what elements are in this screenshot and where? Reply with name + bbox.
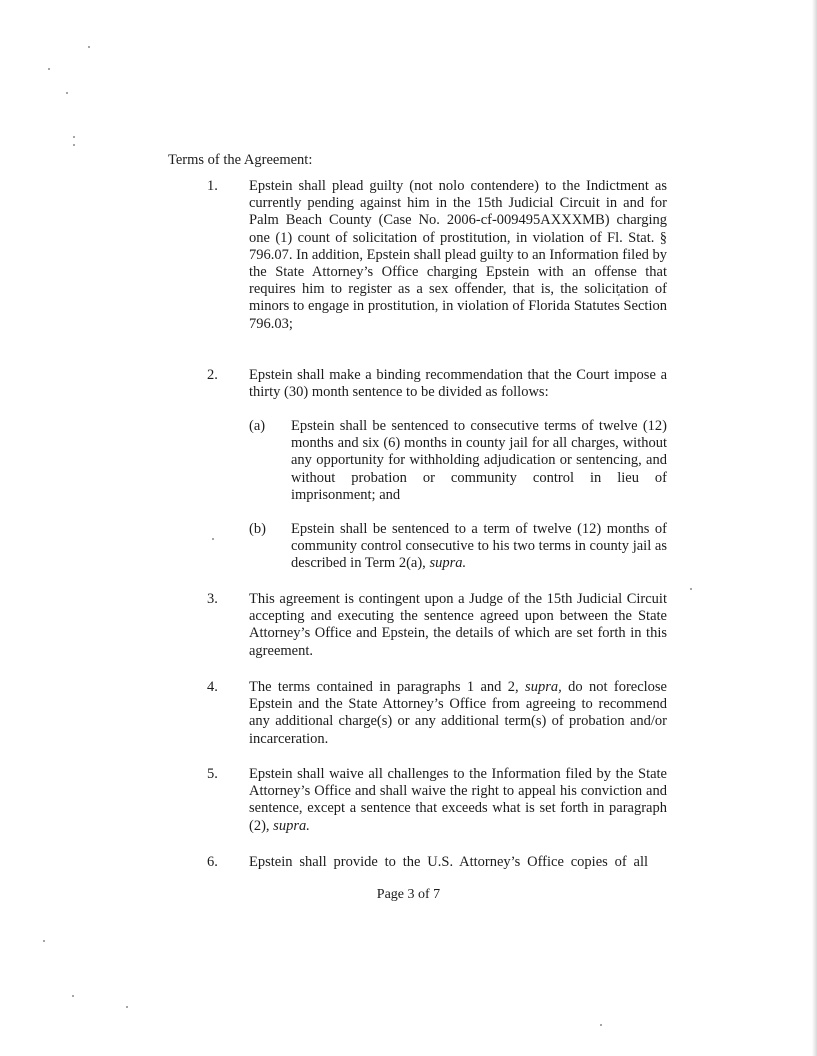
subitem-text-italic: supra. (429, 555, 467, 572)
scan-speck (88, 46, 90, 48)
item-text-italic: supra. (273, 817, 310, 834)
scan-speck (43, 940, 45, 942)
subitem-text (291, 521, 667, 573)
item-number: 2. (207, 367, 218, 383)
scan-speck (72, 995, 74, 997)
item-number: 6. (207, 854, 218, 870)
subitem-label: (a) (249, 418, 266, 434)
item-text: This agreement is contingent upon a Judge of the 15th Judicial Circuit accepting and executing the sentence agreed upon between the State Attorney’s Office and Epstein, the details of which are set forth in this agreement. (249, 591, 667, 659)
item-text-main: The terms contained in paragraphs 1 and 2, (249, 679, 526, 695)
scan-speck (73, 136, 75, 138)
subitem-label: (b) (249, 521, 266, 537)
scan-speck (48, 68, 50, 70)
item-number: 3. (207, 591, 218, 607)
item-text: Epstein shall plead guilty (not nolo contendere) to the Indictment as currently pending against him in the 15th Judicial Circuit in and for Palm Beach County (Case No. 2006-cf-009495AXXXMB) charging one (1) count of solicitation of prostitution, in violation of Fl. Stat. § 796.07. In addition, Epstein shall plead guilty to an Information filed by the State Attorney’s Office charging Epstein with an offense that requires him to register as a sex offender, that is, the solicitation of minors to engage in prostitution, in violation of Florida Statutes Section 796.03; (249, 178, 668, 332)
item-text-main: Epstein shall waive all challenges to the Information filed by the State Attorney’s Office and shall waive the right to appeal his conviction and sentence, except a sentence that exceeds what is set forth in paragraph (2), (249, 766, 667, 834)
item-text: Epstein shall make a binding recommendation that the Court impose a thirty (30) month sentence to be divided as follows: (249, 367, 667, 401)
item-number: 5. (207, 766, 218, 782)
item-text-italic: supra, (525, 679, 562, 695)
subitem-text: Epstein shall be sentenced to consecutive terms of twelve (12) months and six (6) months in county jail for all charges, without any opportunity for withholding adjudication or sentencing, and without probation or community control in lieu of imprisonment; and (291, 418, 667, 503)
item-number: 4. (207, 679, 218, 695)
item-text (249, 679, 667, 748)
page-footer: Page 3 of 7 (376, 887, 441, 902)
scan-speck (126, 1006, 128, 1008)
subitem-text-main: Epstein shall be sentenced to a term of twelve (12) months of community control consecutive to his two terms in county jail as described in Term 2(a), (291, 521, 667, 572)
scan-speck (66, 92, 68, 94)
item-text: Epstein shall provide to the U.S. Attorney’s Office copies of all (249, 854, 648, 870)
item-number: 1. (207, 178, 218, 194)
item-text (249, 766, 667, 835)
item-text-tail: do not foreclose Epstein and the State Attorney’s Office from agreeing to recommend any additional charge(s) or any additional term(s) of probation and/or incarceration. (249, 679, 667, 747)
scan-speck (690, 588, 692, 590)
scan-speck (73, 144, 75, 146)
scan-speck (212, 538, 214, 540)
scan-speck (600, 1024, 602, 1026)
section-heading: Terms of the Agreement: (168, 152, 313, 168)
